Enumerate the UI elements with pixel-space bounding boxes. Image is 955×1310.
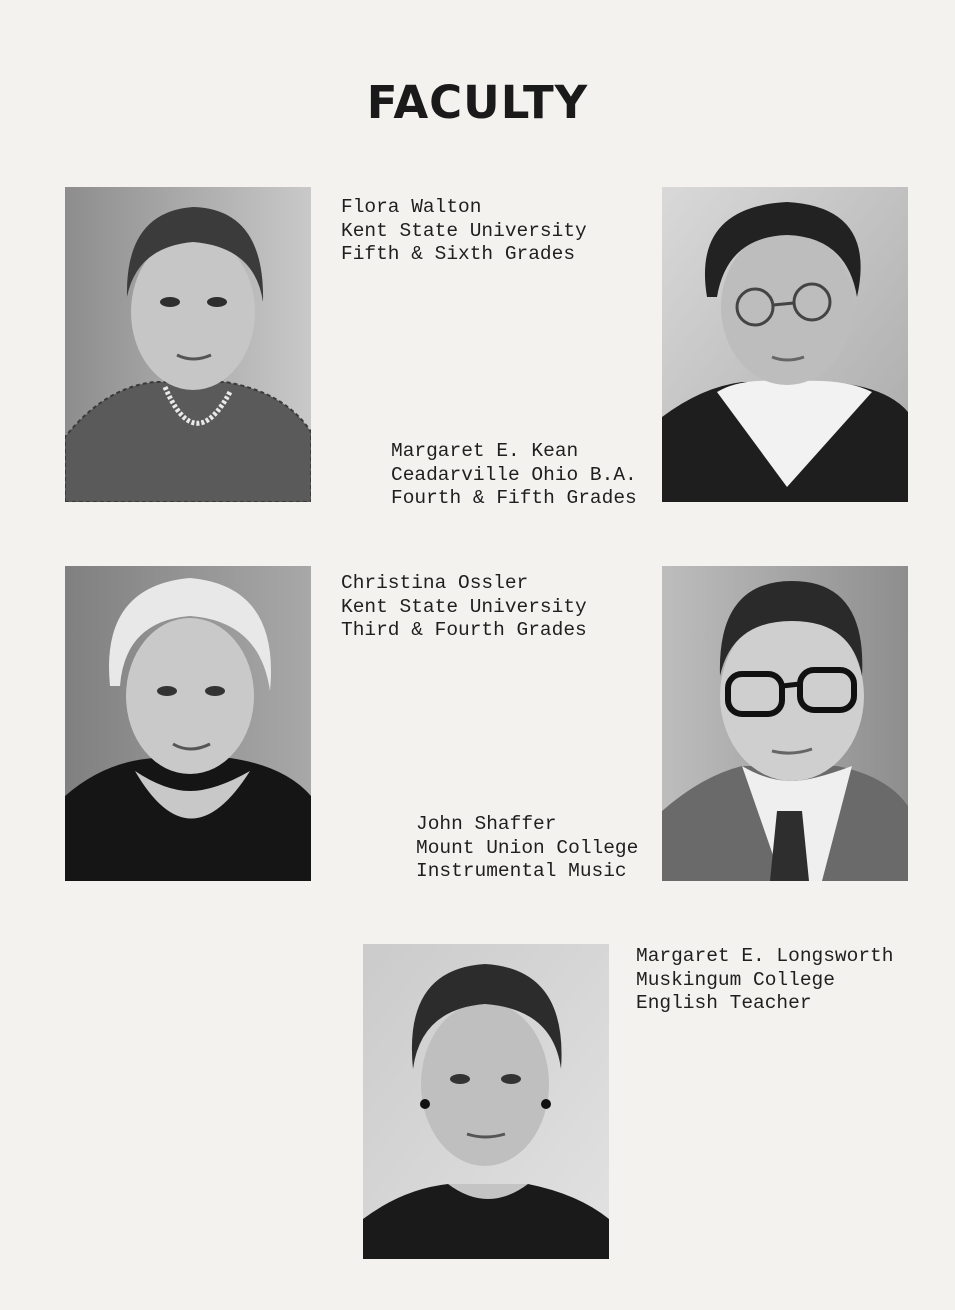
portrait-photo xyxy=(662,187,908,502)
portrait-photo xyxy=(65,187,311,502)
faculty-assignment: Third & Fourth Grades xyxy=(341,619,587,641)
faculty-name: Christina Ossler xyxy=(341,572,529,594)
faculty-school: Muskingum College xyxy=(636,968,835,991)
faculty-assignment: English Teacher xyxy=(636,992,812,1014)
faculty-assignment: Fifth & Sixth Grades xyxy=(341,243,576,265)
faculty-school: Kent State University xyxy=(341,595,587,618)
faculty-assignment: Instrumental Music xyxy=(416,860,627,882)
faculty-name: John Shaffer xyxy=(416,813,557,835)
portrait-photo xyxy=(363,944,609,1259)
portrait-photo xyxy=(662,566,908,881)
portrait-photo xyxy=(65,566,311,881)
faculty-caption-shaffer xyxy=(416,813,638,884)
page-title: FACULTY xyxy=(366,76,589,129)
faculty-caption-walton xyxy=(341,196,587,267)
faculty-school: Ceadarville Ohio B.A. xyxy=(391,463,637,486)
faculty-caption-longsworth xyxy=(636,945,893,1016)
faculty-assignment: Fourth & Fifth Grades xyxy=(391,487,637,509)
faculty-caption-kean xyxy=(391,440,637,511)
faculty-school: Kent State University xyxy=(341,219,587,242)
faculty-name: Flora Walton xyxy=(341,196,482,218)
faculty-name: Margaret E. Kean xyxy=(391,440,579,462)
faculty-name: Margaret E. Longsworth xyxy=(636,945,894,967)
faculty-school: Mount Union College xyxy=(416,836,639,859)
faculty-caption-ossler xyxy=(341,572,587,643)
